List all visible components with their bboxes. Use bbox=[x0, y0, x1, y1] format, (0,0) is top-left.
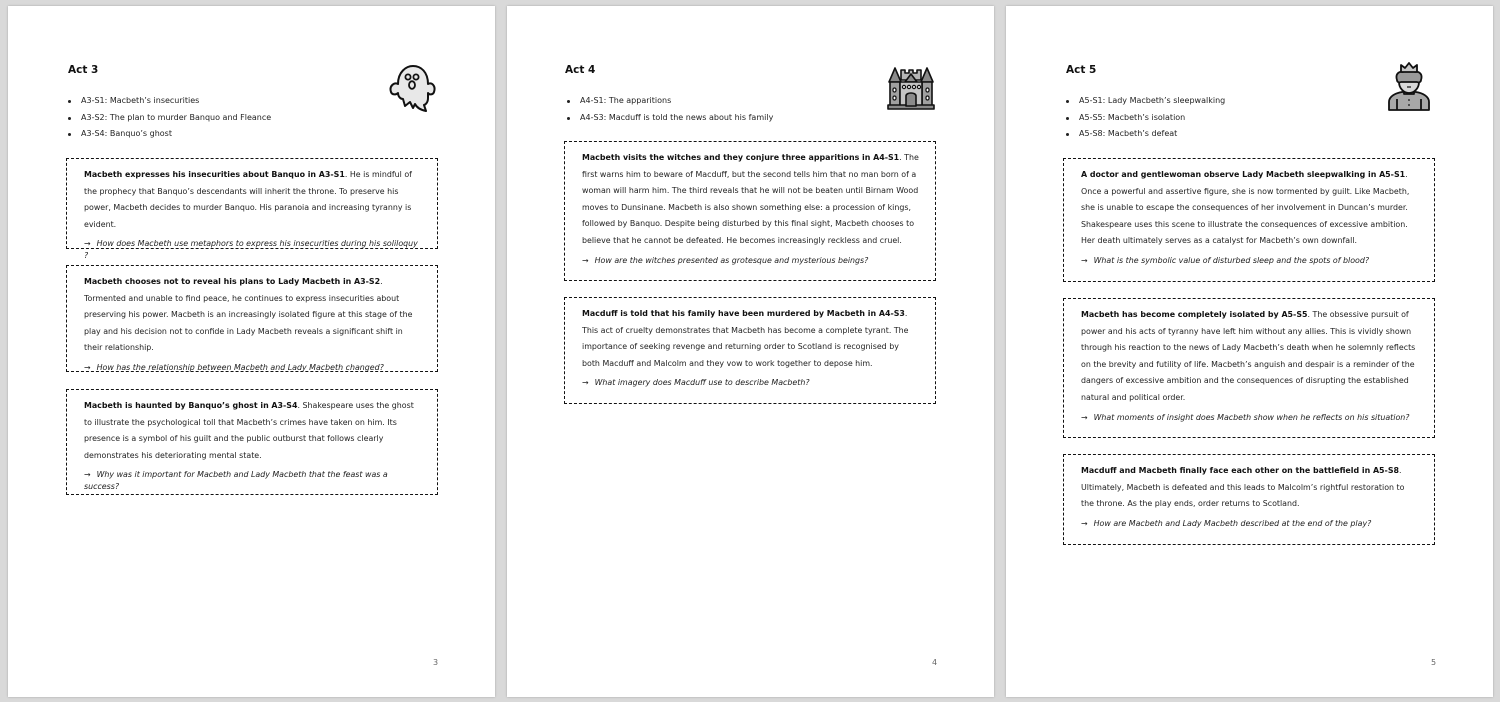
summary-body: . Tormented and unable to find peace, he continues to express insecurities about preserving his power. Macbeth is an increasingly isolated figure at this stage of the play and his decision not to confide in Lady Macbeth reveals a significant shift in their relationship. bbox=[84, 277, 413, 353]
arrow-icon: → bbox=[84, 362, 91, 372]
page-4 bbox=[507, 6, 994, 697]
castle-icon bbox=[886, 62, 936, 112]
summary-bold: Macduff is told that his family have been murdered by Macbeth in A4-S3 bbox=[582, 309, 905, 318]
summary-body: . This act of cruelty demonstrates that Macbeth has become a complete tyrant. The importance of seeking revenge and returning order to Scotland is recognised by both Macduff and Malcolm and they vow to work together to depose him. bbox=[582, 309, 909, 368]
summary-text bbox=[1081, 307, 1418, 407]
page-3 bbox=[8, 6, 495, 697]
arrow-icon: → bbox=[582, 378, 589, 388]
summary-body: . The first warns him to beware of Macduff, but the second tells him that no man born of a woman will harm him. The third reveals that he will not be beaten until Birnam Wood moves to Dunsinane. Macbeth is also shown something else: a procession of kings, followed by Banquo. Despite being disturbed by this final sight, Macbeth chooses to believe that he cannot be defeated. He becomes increasingly reckless and cruel. bbox=[582, 153, 919, 245]
summary-text bbox=[84, 398, 421, 464]
summary-body: . Shakespeare uses the ghost to illustrate the psychological toll that Macbeth’s crimes have taken on him. Its presence is a symbol of his guilt and the public outburst that follows clearly demonstrates his deteriorating mental state. bbox=[84, 401, 414, 460]
discussion-question bbox=[1081, 518, 1418, 530]
scene-list bbox=[565, 93, 773, 126]
discussion-question bbox=[1081, 412, 1418, 424]
scene-item: A3-S4: Banquo’s ghost bbox=[66, 126, 271, 143]
discussion-question bbox=[84, 362, 421, 374]
scene-summary-box bbox=[1063, 298, 1435, 438]
summary-text bbox=[582, 306, 919, 372]
summary-bold: Macduff and Macbeth finally face each other on the battlefield in A5-S8 bbox=[1081, 466, 1399, 475]
arrow-icon: → bbox=[582, 255, 589, 265]
summary-body: . Once a powerful and assertive figure, she is now tormented by guilt. Like Macbeth, she is unable to escape the consequences of her involvement in Duncan’s murder. Shakespeare uses this scene to illustrate the consequences of excessive ambition. Her death ultimately serves as a catalyst for Macbeth’s own downfall. bbox=[1081, 170, 1410, 246]
king-icon bbox=[1384, 62, 1434, 112]
summary-bold: Macbeth expresses his insecurities about Banquo in A3-S1 bbox=[84, 170, 345, 179]
scene-summary-box bbox=[564, 141, 936, 281]
summary-text bbox=[84, 274, 421, 357]
summary-bold: Macbeth is haunted by Banquo’s ghost in A3-S4 bbox=[84, 401, 298, 410]
scene-item: A4-S1: The apparitions bbox=[565, 93, 773, 110]
discussion-question bbox=[582, 377, 919, 389]
question-text: What imagery does Macduff use to describe Macbeth? bbox=[594, 378, 810, 388]
question-text: What is the symbolic value of disturbed sleep and the spots of blood? bbox=[1093, 255, 1370, 265]
question-text: How are the witches presented as grotesque and mysterious beings? bbox=[594, 255, 869, 265]
scene-item: A3-S1: Macbeth’s insecurities bbox=[66, 93, 271, 110]
question-text: How are Macbeth and Lady Macbeth described at the end of the play? bbox=[1093, 518, 1372, 528]
question-text: Why was it important for Macbeth and Lady Macbeth that the feast was a success? bbox=[84, 470, 388, 492]
page-number: 5 bbox=[1431, 658, 1437, 667]
summary-text bbox=[1081, 167, 1418, 250]
scene-list bbox=[1064, 93, 1225, 143]
page-number: 4 bbox=[932, 658, 938, 667]
discussion-question bbox=[84, 469, 421, 493]
scene-summary-box bbox=[1063, 454, 1435, 545]
question-text: How does Macbeth use metaphors to express his insecurities during his soliloquy ? bbox=[84, 239, 418, 261]
question-text: What moments of insight does Macbeth show when he reflects on his situation? bbox=[1093, 412, 1410, 422]
scene-item: A3-S2: The plan to murder Banquo and Fleance bbox=[66, 110, 271, 127]
scene-item: A5-S8: Macbeth’s defeat bbox=[1064, 126, 1225, 143]
scene-summary-box bbox=[564, 297, 936, 404]
page-number: 3 bbox=[433, 658, 439, 667]
summary-body: . Ultimately, Macbeth is defeated and this leads to Malcolm’s rightful restoration to the throne. As the play ends, order returns to Scotland. bbox=[1081, 466, 1405, 509]
discussion-question bbox=[1081, 255, 1418, 267]
page-5 bbox=[1006, 6, 1493, 697]
question-text: How has the relationship between Macbeth and Lady Macbeth changed? bbox=[96, 362, 384, 372]
summary-body: . He is mindful of the prophecy that Banquo’s descendants will inherit the throne. To preserve his power, Macbeth decides to murder Banquo. His paranoia and increasing tyranny is evident. bbox=[84, 170, 412, 229]
summary-body: . The obsessive pursuit of power and his acts of tyranny have left him without any allies. This is vividly shown through his reaction to the news of Lady Macbeth’s death when he solemnly reflects on the brevity and futility of life. Macbeth’s anguish and despair is a reminder of the dangers of excessive ambition and the consequences of disrupting the established natural and political order. bbox=[1081, 310, 1416, 402]
act-title: Act 5 bbox=[1066, 64, 1097, 76]
scene-item: A5-S1: Lady Macbeth’s sleepwalking bbox=[1064, 93, 1225, 110]
scene-summary-box bbox=[66, 389, 438, 495]
summary-text bbox=[582, 150, 919, 250]
act-title: Act 4 bbox=[565, 64, 596, 76]
scene-summary-box bbox=[1063, 158, 1435, 282]
ghost-icon bbox=[388, 62, 438, 112]
summary-text bbox=[1081, 463, 1418, 513]
summary-bold: A doctor and gentlewoman observe Lady Macbeth sleepwalking in A5-S1 bbox=[1081, 170, 1406, 179]
arrow-icon: → bbox=[84, 239, 91, 249]
act-title: Act 3 bbox=[68, 64, 99, 76]
discussion-question bbox=[582, 255, 919, 267]
arrow-icon: → bbox=[1081, 412, 1088, 422]
summary-bold: Macbeth chooses not to reveal his plans to Lady Macbeth in A3-S2 bbox=[84, 277, 381, 286]
scene-list bbox=[66, 93, 271, 143]
arrow-icon: → bbox=[84, 470, 91, 480]
arrow-icon: → bbox=[1081, 255, 1088, 265]
scene-item: A4-S3: Macduff is told the news about his family bbox=[565, 110, 773, 127]
arrow-icon: → bbox=[1081, 518, 1088, 528]
summary-bold: Macbeth visits the witches and they conjure three apparitions in A4-S1 bbox=[582, 153, 900, 162]
discussion-question bbox=[84, 238, 421, 262]
summary-text bbox=[84, 167, 421, 233]
scene-summary-box bbox=[66, 158, 438, 261]
scene-item: A5-S5: Macbeth’s isolation bbox=[1064, 110, 1225, 127]
summary-bold: Macbeth has become completely isolated by A5-S5 bbox=[1081, 310, 1308, 319]
scene-summary-box bbox=[66, 265, 438, 372]
